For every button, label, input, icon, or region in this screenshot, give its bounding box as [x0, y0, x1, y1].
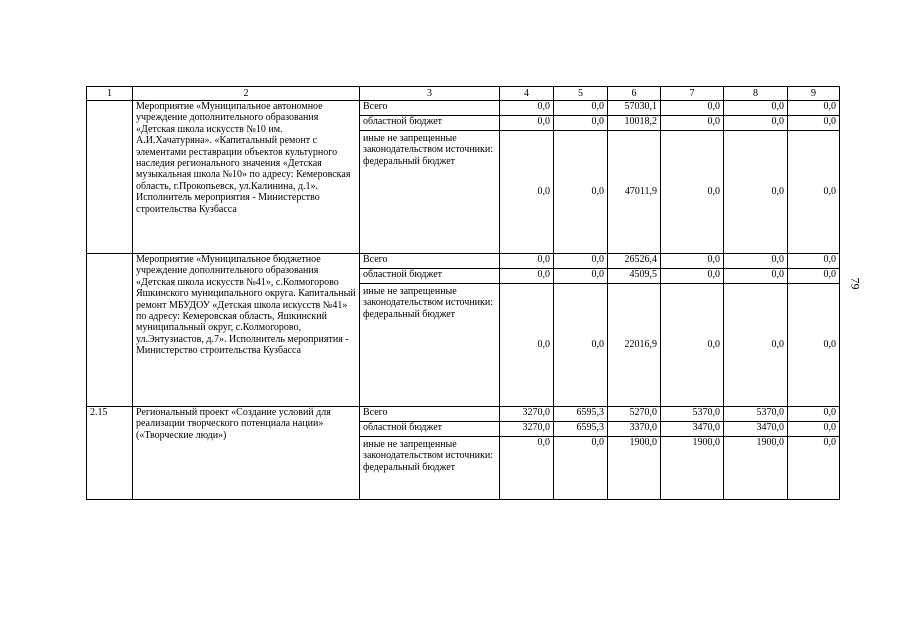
measure-name: Региональный проект «Создание условий для реализации творческого потенциала нации» («Творческие люди»)	[133, 407, 360, 500]
table-row	[87, 407, 840, 422]
table-row	[87, 101, 840, 116]
value-cell: 0,0	[500, 101, 554, 116]
value-cell: 0,0	[788, 422, 840, 437]
value-cell: 3370,0	[608, 422, 661, 437]
value-cell: 0,0	[500, 437, 554, 500]
funding-source: иные не запрещенные законодательством источники: федеральный бюджет	[360, 284, 500, 407]
value-cell: 0,0	[788, 407, 840, 422]
value-cell: 0,0	[788, 437, 840, 500]
value-cell: 0,0	[724, 101, 788, 116]
value-cell: 0,0	[554, 284, 608, 407]
value-cell: 6595,3	[554, 407, 608, 422]
column-header: 5	[554, 87, 608, 101]
value-cell: 47011,9	[608, 131, 661, 254]
column-header: 9	[788, 87, 840, 101]
value-cell: 0,0	[500, 284, 554, 407]
funding-source: областной бюджет	[360, 422, 500, 437]
value-cell: 0,0	[724, 284, 788, 407]
value-cell: 0,0	[661, 131, 724, 254]
value-cell: 0,0	[500, 269, 554, 284]
column-header: 2	[133, 87, 360, 101]
value-cell: 0,0	[500, 131, 554, 254]
value-cell: 0,0	[661, 254, 724, 269]
item-number	[87, 254, 133, 407]
value-cell: 0,0	[554, 437, 608, 500]
column-header: 8	[724, 87, 788, 101]
value-cell: 0,0	[724, 131, 788, 254]
value-cell: 6595,3	[554, 422, 608, 437]
budget-table	[86, 86, 840, 500]
value-cell: 0,0	[788, 116, 840, 131]
value-cell: 0,0	[661, 101, 724, 116]
value-cell: 1900,0	[608, 437, 661, 500]
value-cell: 0,0	[724, 269, 788, 284]
value-cell: 22016,9	[608, 284, 661, 407]
value-cell: 1900,0	[724, 437, 788, 500]
value-cell: 0,0	[500, 254, 554, 269]
funding-source: областной бюджет	[360, 269, 500, 284]
value-cell: 0,0	[500, 116, 554, 131]
column-header: 7	[661, 87, 724, 101]
value-cell: 0,0	[554, 269, 608, 284]
value-cell: 0,0	[724, 254, 788, 269]
value-cell: 0,0	[724, 116, 788, 131]
value-cell: 0,0	[788, 269, 840, 284]
funding-source: Всего	[360, 101, 500, 116]
funding-source: иные не запрещенные законодательством источники: федеральный бюджет	[360, 437, 500, 500]
column-header: 6	[608, 87, 661, 101]
value-cell: 5270,0	[608, 407, 661, 422]
value-cell: 0,0	[554, 131, 608, 254]
measure-name: Мероприятие «Муниципальное бюджетное учреждение дополнительного образования «Детская школа искусств №41», с.Колмогорово Яшкинского муниципального округа. Капитальный ремонт МБУДОУ «Детская школа искусств №41» по адресу: Кемеровская область, Яшкинский муниципальный округ, с.Колмогорово, ул.Энтузиастов, д.7». Исполнитель мероприятия - Министерство строительства Кузбасса	[133, 254, 360, 407]
value-cell: 3470,0	[661, 422, 724, 437]
value-cell: 0,0	[788, 101, 840, 116]
column-header: 3	[360, 87, 500, 101]
column-header: 4	[500, 87, 554, 101]
item-number: 2.15	[87, 407, 133, 500]
value-cell: 3270,0	[500, 422, 554, 437]
funding-source: Всего	[360, 254, 500, 269]
value-cell: 0,0	[661, 269, 724, 284]
value-cell: 4509,5	[608, 269, 661, 284]
item-number	[87, 101, 133, 254]
value-cell: 0,0	[554, 254, 608, 269]
value-cell: 57030,1	[608, 101, 661, 116]
value-cell: 26526,4	[608, 254, 661, 269]
value-cell: 0,0	[661, 116, 724, 131]
funding-source: иные не запрещенные законодательством источники: федеральный бюджет	[360, 131, 500, 254]
value-cell: 0,0	[661, 284, 724, 407]
column-header: 1	[87, 87, 133, 101]
measure-name: Мероприятие «Муниципальное автономное учреждение дополнительного образования «Детская школа искусств №10 им. А.И.Хачатуряна». «Капитальный ремонт с элементами реставрации объектов культурного наследия регионального значения «Детская музыкальная школа №10» по адресу: Кемеровская область, г.Прокопьевск, ул.Калинина, д.1». Исполнитель мероприятия - Министерство строительства Кузбасса	[133, 101, 360, 254]
value-cell: 10018,2	[608, 116, 661, 131]
page-number: 79	[848, 277, 863, 290]
value-cell: 0,0	[788, 131, 840, 254]
funding-source: областной бюджет	[360, 116, 500, 131]
value-cell: 1900,0	[661, 437, 724, 500]
header-row	[87, 87, 840, 101]
value-cell: 3270,0	[500, 407, 554, 422]
funding-source: Всего	[360, 407, 500, 422]
value-cell: 5370,0	[724, 407, 788, 422]
value-cell: 5370,0	[661, 407, 724, 422]
value-cell: 0,0	[788, 254, 840, 269]
value-cell: 3470,0	[724, 422, 788, 437]
value-cell: 0,0	[554, 101, 608, 116]
table-row	[87, 254, 840, 269]
value-cell: 0,0	[554, 116, 608, 131]
value-cell: 0,0	[788, 284, 840, 407]
